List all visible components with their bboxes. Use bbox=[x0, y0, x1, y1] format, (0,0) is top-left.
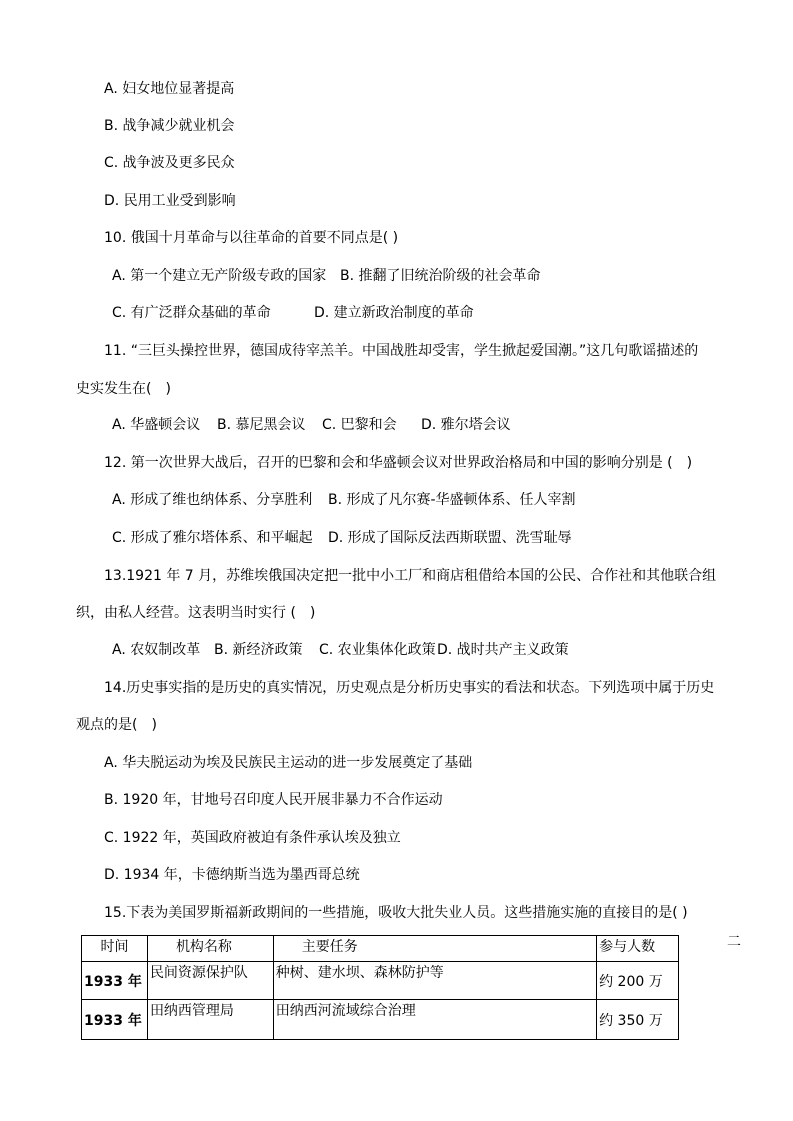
q14-option-b: B. 1920 年，甘地号召印度人民开展非暴力不合作运动 bbox=[104, 792, 443, 808]
table-row bbox=[82, 1000, 679, 1040]
q11-option-c: C. 巴黎和会 bbox=[322, 417, 397, 433]
cell-time: 1933 年 bbox=[82, 962, 148, 1000]
q13-option-c: C. 农业集体化政策 bbox=[319, 642, 436, 658]
q10-option-d: D. 建立新政治制度的革命 bbox=[314, 305, 474, 321]
q9-option-c: C. 战争波及更多民众 bbox=[104, 155, 235, 171]
cell-time: 1933 年 bbox=[82, 1000, 148, 1040]
q11-option-a: A. 华盛顿会议 bbox=[112, 417, 201, 433]
q11-option-d: D. 雅尔塔会议 bbox=[421, 417, 511, 433]
q14-option-d: D. 1934 年，卡德纳斯当选为墨西哥总统 bbox=[104, 867, 360, 883]
q15-stem: 15.下表为美国罗斯福新政期间的一些措施，吸收大批失业人员。这些措施实施的直接目的是( ) bbox=[104, 905, 688, 921]
q11-stem-line1: 11. “三巨头操控世界，德国成待宰羔羊。中国战胜却受害，学生掀起爱国潮。”这几句歌谣描述的 bbox=[104, 343, 699, 359]
cell-participants: 约 350 万 bbox=[597, 1000, 679, 1040]
q10-option-b: B. 推翻了旧统治阶级的社会革命 bbox=[340, 268, 541, 284]
q13-stem-line1: 13.1921 年 7 月，苏维埃俄国决定把一批中小工厂和商店租借给本国的公民、合作社和其他联合组 bbox=[104, 568, 717, 584]
q10-stem: 10. 俄国十月革命与以往革命的首要不同点是( ) bbox=[104, 230, 399, 246]
q12-option-d: D. 形成了国际反法西斯联盟、洗雪耻辱 bbox=[328, 530, 572, 546]
measures-table bbox=[81, 935, 679, 1040]
cell-agency: 民间资源保护队 bbox=[147, 962, 273, 1000]
q13-option-a: A. 农奴制改革 bbox=[112, 642, 201, 658]
q12-option-c: C. 形成了雅尔塔体系、和平崛起 bbox=[112, 530, 313, 546]
q13-option-d: D. 战时共产主义政策 bbox=[437, 642, 569, 658]
q14-stem-line1: 14.历史事实指的是历史的真实情况，历史观点是分析历史事实的看法和状态。下列选项中属于历史 bbox=[104, 680, 715, 696]
q11-stem-line2: 史实发生在( ) bbox=[76, 381, 171, 397]
q10-option-c: C. 有广泛群众基础的革命 bbox=[112, 305, 271, 321]
q9-option-b: B. 战争减少就业机会 bbox=[104, 118, 235, 134]
table-row bbox=[82, 962, 679, 1000]
q13-stem-line2: 织，由私人经营。这表明当时实行 ( ) bbox=[76, 605, 316, 621]
header-time: 时间 bbox=[82, 936, 148, 962]
q13-option-b: B. 新经济政策 bbox=[214, 642, 303, 658]
table-header-row bbox=[82, 936, 679, 962]
q9-option-d: D. 民用工业受到影响 bbox=[104, 193, 236, 209]
cell-task: 种树、建水坝、森林防护等 bbox=[273, 962, 596, 1000]
side-mark: 二 bbox=[727, 934, 741, 950]
cell-agency: 田纳西管理局 bbox=[147, 1000, 273, 1040]
cell-participants: 约 200 万 bbox=[597, 962, 679, 1000]
header-participants: 参与人数 bbox=[597, 936, 679, 962]
header-agency: 机构名称 bbox=[147, 936, 273, 962]
q12-stem: 12. 第一次世界大战后，召开的巴黎和会和华盛顿会议对世界政治格局和中国的影响分别是 ( ) bbox=[104, 455, 693, 471]
q12-option-a: A. 形成了维也纳体系、分享胜利 bbox=[112, 492, 313, 508]
q14-option-a: A. 华夫脱运动为埃及民族民主运动的进一步发展奠定了基础 bbox=[104, 755, 473, 771]
q14-option-c: C. 1922 年，英国政府被迫有条件承认埃及独立 bbox=[104, 830, 401, 846]
cell-task: 田纳西河流域综合治理 bbox=[273, 1000, 596, 1040]
q11-option-b: B. 慕尼黑会议 bbox=[217, 417, 306, 433]
q9-option-a: A. 妇女地位显著提高 bbox=[104, 81, 235, 97]
header-task: 主要任务 bbox=[273, 936, 596, 962]
q14-stem-line2: 观点的是( ) bbox=[76, 717, 157, 733]
q12-option-b: B. 形成了凡尔赛-华盛顿体系、任人宰割 bbox=[328, 492, 576, 508]
q10-option-a: A. 第一个建立无产阶级专政的国家 bbox=[112, 268, 327, 284]
